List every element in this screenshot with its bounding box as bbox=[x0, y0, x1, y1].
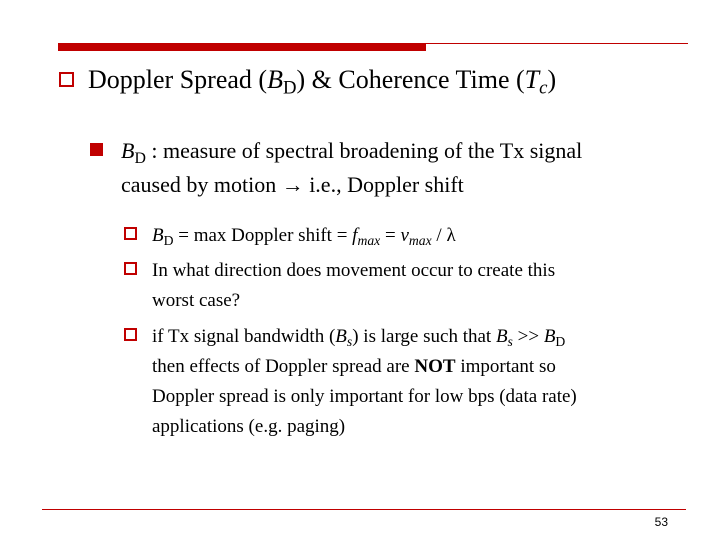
bullet-1-text bbox=[121, 134, 681, 202]
sub-1-sub-d: D bbox=[163, 233, 174, 249]
sub-3-line-3: Doppler spread is only important for low bps (data rate) bbox=[152, 386, 577, 407]
bullet-1-line-1: : measure of spectral broadening of the Tx signal bbox=[145, 138, 583, 163]
sub-3-text-3: >> bbox=[512, 326, 544, 347]
sub-1-text-1: = max Doppler shift = bbox=[173, 225, 353, 246]
sub-2-line-1: In what direction does movement occur to create this bbox=[152, 260, 556, 281]
sub-1-text-2: = bbox=[380, 225, 401, 246]
sub-bullet-1-text bbox=[152, 221, 682, 251]
title-text-1: Doppler Spread ( bbox=[88, 65, 268, 94]
sub-3-line-2a: then effects of Doppler spread are bbox=[152, 356, 415, 377]
sub-1-sub-max-2: max bbox=[408, 233, 432, 249]
title-var-t: T bbox=[524, 65, 540, 94]
bullet-1-var-b: B bbox=[121, 138, 135, 163]
sub-3-text-1: if Tx signal bandwidth ( bbox=[152, 326, 336, 347]
sub-3-var-bs-2: B bbox=[495, 326, 508, 347]
sub-bullet-2-hollow-square-icon bbox=[124, 262, 137, 275]
sub-3-line-2-bold: NOT bbox=[414, 356, 456, 377]
sub-3-var-bs-1: B bbox=[335, 326, 347, 347]
sub-1-v: v bbox=[400, 225, 409, 246]
sub-3-sub-s-2: s bbox=[507, 334, 513, 350]
sub-3-sub-d: D bbox=[555, 334, 566, 350]
title-text-3: ) bbox=[547, 65, 557, 94]
sub-bullet-2-text bbox=[152, 256, 682, 316]
bullet-1-sub-d: D bbox=[134, 149, 146, 167]
sub-3-line-2b: important so bbox=[455, 356, 556, 377]
title-var-b: B bbox=[267, 65, 283, 94]
bullet-1-line-2: caused by motion → i.e., Doppler shift bbox=[121, 172, 464, 197]
header-rule-thin bbox=[426, 43, 688, 44]
sub-3-var-bd: B bbox=[543, 326, 556, 347]
bullet-filled-square-icon bbox=[90, 143, 103, 156]
sub-2-line-2: worst case? bbox=[152, 290, 241, 311]
title-hollow-square-icon bbox=[59, 72, 74, 87]
sub-3-text-2: ) is large such that bbox=[352, 326, 496, 347]
sub-3-sub-s-1: s bbox=[346, 334, 353, 350]
sub-1-text-3: / λ bbox=[431, 225, 456, 246]
sub-3-line-4: applications (e.g. paging) bbox=[152, 416, 346, 437]
title-text-2: ) & Coherence Time ( bbox=[296, 65, 525, 94]
sub-1-var-b: B bbox=[152, 225, 164, 246]
slide-title bbox=[88, 64, 557, 99]
page-number: 53 bbox=[654, 515, 668, 529]
sub-bullet-3-hollow-square-icon bbox=[124, 328, 137, 341]
footer-rule bbox=[42, 509, 686, 510]
title-sub-c: c bbox=[539, 77, 548, 99]
sub-bullet-3-text bbox=[152, 322, 682, 442]
sub-1-sub-max-1: max bbox=[357, 233, 381, 249]
sub-1-f: f bbox=[352, 225, 358, 246]
title-sub-d: D bbox=[282, 77, 297, 99]
sub-bullet-1-hollow-square-icon bbox=[124, 227, 137, 240]
header-rule-thick bbox=[58, 43, 426, 51]
